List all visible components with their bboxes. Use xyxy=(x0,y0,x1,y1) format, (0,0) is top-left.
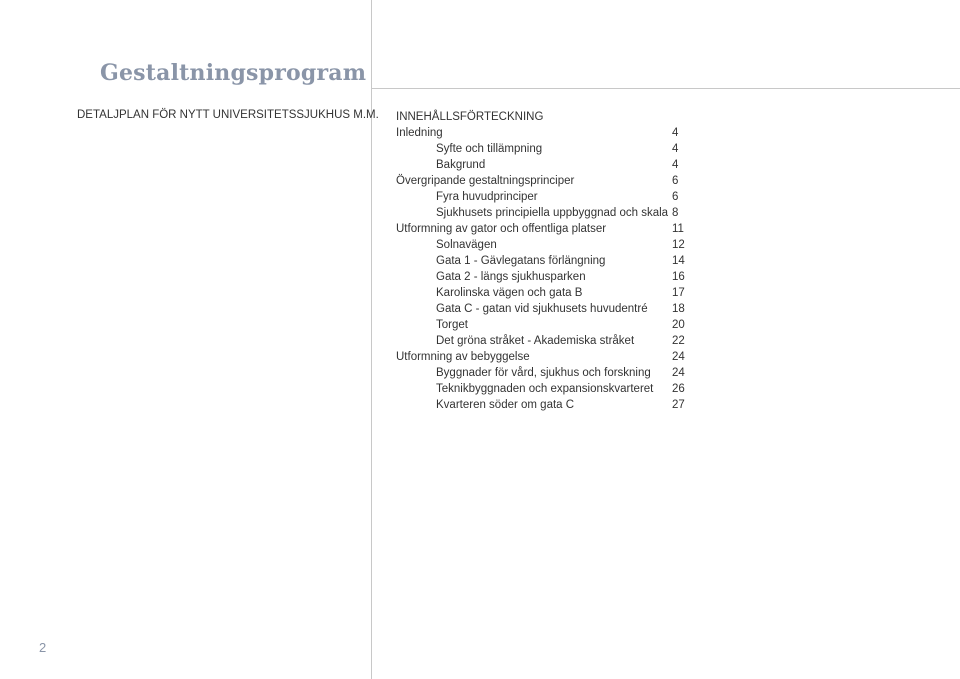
toc-entry-page: 16 xyxy=(672,271,685,283)
toc-entry-label: Utformning av gator och offentliga platser xyxy=(396,223,607,235)
page-number: 2 xyxy=(39,640,47,655)
toc-entry-page: 4 xyxy=(672,159,679,171)
toc-entry-label: Torget xyxy=(436,319,468,331)
toc-entry-label: Byggnader för vård, sjukhus och forskning xyxy=(436,367,651,379)
toc-entry-page: 11 xyxy=(672,223,684,235)
toc-entry xyxy=(396,349,688,365)
toc-subentry xyxy=(396,237,688,253)
toc-subentry xyxy=(396,317,688,333)
toc-entry-page: 17 xyxy=(672,287,685,299)
toc-entry-page: 20 xyxy=(672,319,685,331)
toc-subentry xyxy=(396,269,688,285)
toc-entry-label: Bakgrund xyxy=(436,159,486,171)
toc-entry-page: 27 xyxy=(672,399,685,411)
toc-entry-label: Fyra huvudprinciper xyxy=(436,191,538,203)
toc-entry-page: 26 xyxy=(672,383,685,395)
toc-entry-label: Gata 2 - längs sjukhusparken xyxy=(436,271,586,283)
toc-subentry xyxy=(396,381,688,397)
toc-entry-label: Kvarteren söder om gata C xyxy=(436,399,575,411)
toc-entry-label: Gata C - gatan vid sjukhusets huvudentré xyxy=(436,303,648,315)
toc-subentry xyxy=(396,253,688,269)
toc-entry-label: Det gröna stråket - Akademiska stråket xyxy=(436,335,635,347)
toc-entry-page: 6 xyxy=(672,191,679,203)
toc-entry-label: Utformning av bebyggelse xyxy=(396,351,530,363)
toc-entry-page: 18 xyxy=(672,303,685,315)
toc-entry-page: 22 xyxy=(672,335,685,347)
toc-entry-label: Inledning xyxy=(396,127,443,139)
toc-entry-page: 14 xyxy=(672,255,685,267)
toc-subentry xyxy=(396,397,688,413)
toc-heading: INNEHÅLLSFÖRTECKNING xyxy=(396,111,544,123)
toc-entry-page: 4 xyxy=(672,127,679,139)
toc-subentry xyxy=(396,365,688,381)
toc-entry-label: Övergripande gestaltningsprinciper xyxy=(396,175,575,187)
toc-subentry xyxy=(396,141,688,157)
toc-subentry xyxy=(396,285,688,301)
toc-entry-label: Teknikbyggnaden och expansionskvarteret xyxy=(436,383,654,395)
toc-subentry xyxy=(396,333,688,349)
toc-entry-page: 6 xyxy=(672,175,679,187)
toc-subentry xyxy=(396,189,688,205)
toc-entry xyxy=(396,125,688,141)
toc-subentry xyxy=(396,157,688,173)
toc-entry-page: 24 xyxy=(672,351,685,363)
toc-entry-page: 8 xyxy=(672,207,679,219)
document-subtitle: DETALJPLAN FÖR NYTT UNIVERSITETSSJUKHUS M.M. xyxy=(77,109,379,121)
table-of-contents xyxy=(396,109,688,413)
toc-entry xyxy=(396,173,688,189)
toc-entry-page: 24 xyxy=(672,367,685,379)
toc-entry-label: Gata 1 - Gävlegatans förlängning xyxy=(436,255,606,267)
toc-entry-label: Solnavägen xyxy=(436,239,497,251)
page-title: Gestaltningsprogram xyxy=(100,60,367,86)
toc-subentry xyxy=(396,205,688,221)
toc-entry-label: Karolinska vägen och gata B xyxy=(436,287,583,299)
vertical-divider xyxy=(371,0,372,679)
toc-entry-label: Syfte och tillämpning xyxy=(436,143,543,155)
toc-list xyxy=(396,125,688,413)
toc-entry-page: 12 xyxy=(672,239,685,251)
horizontal-rule xyxy=(371,88,960,89)
toc-entry-label: Sjukhusets principiella uppbyggnad och skala xyxy=(436,207,669,219)
toc-subentry xyxy=(396,301,688,317)
toc-entry-page: 4 xyxy=(672,143,679,155)
toc-entry xyxy=(396,221,688,237)
